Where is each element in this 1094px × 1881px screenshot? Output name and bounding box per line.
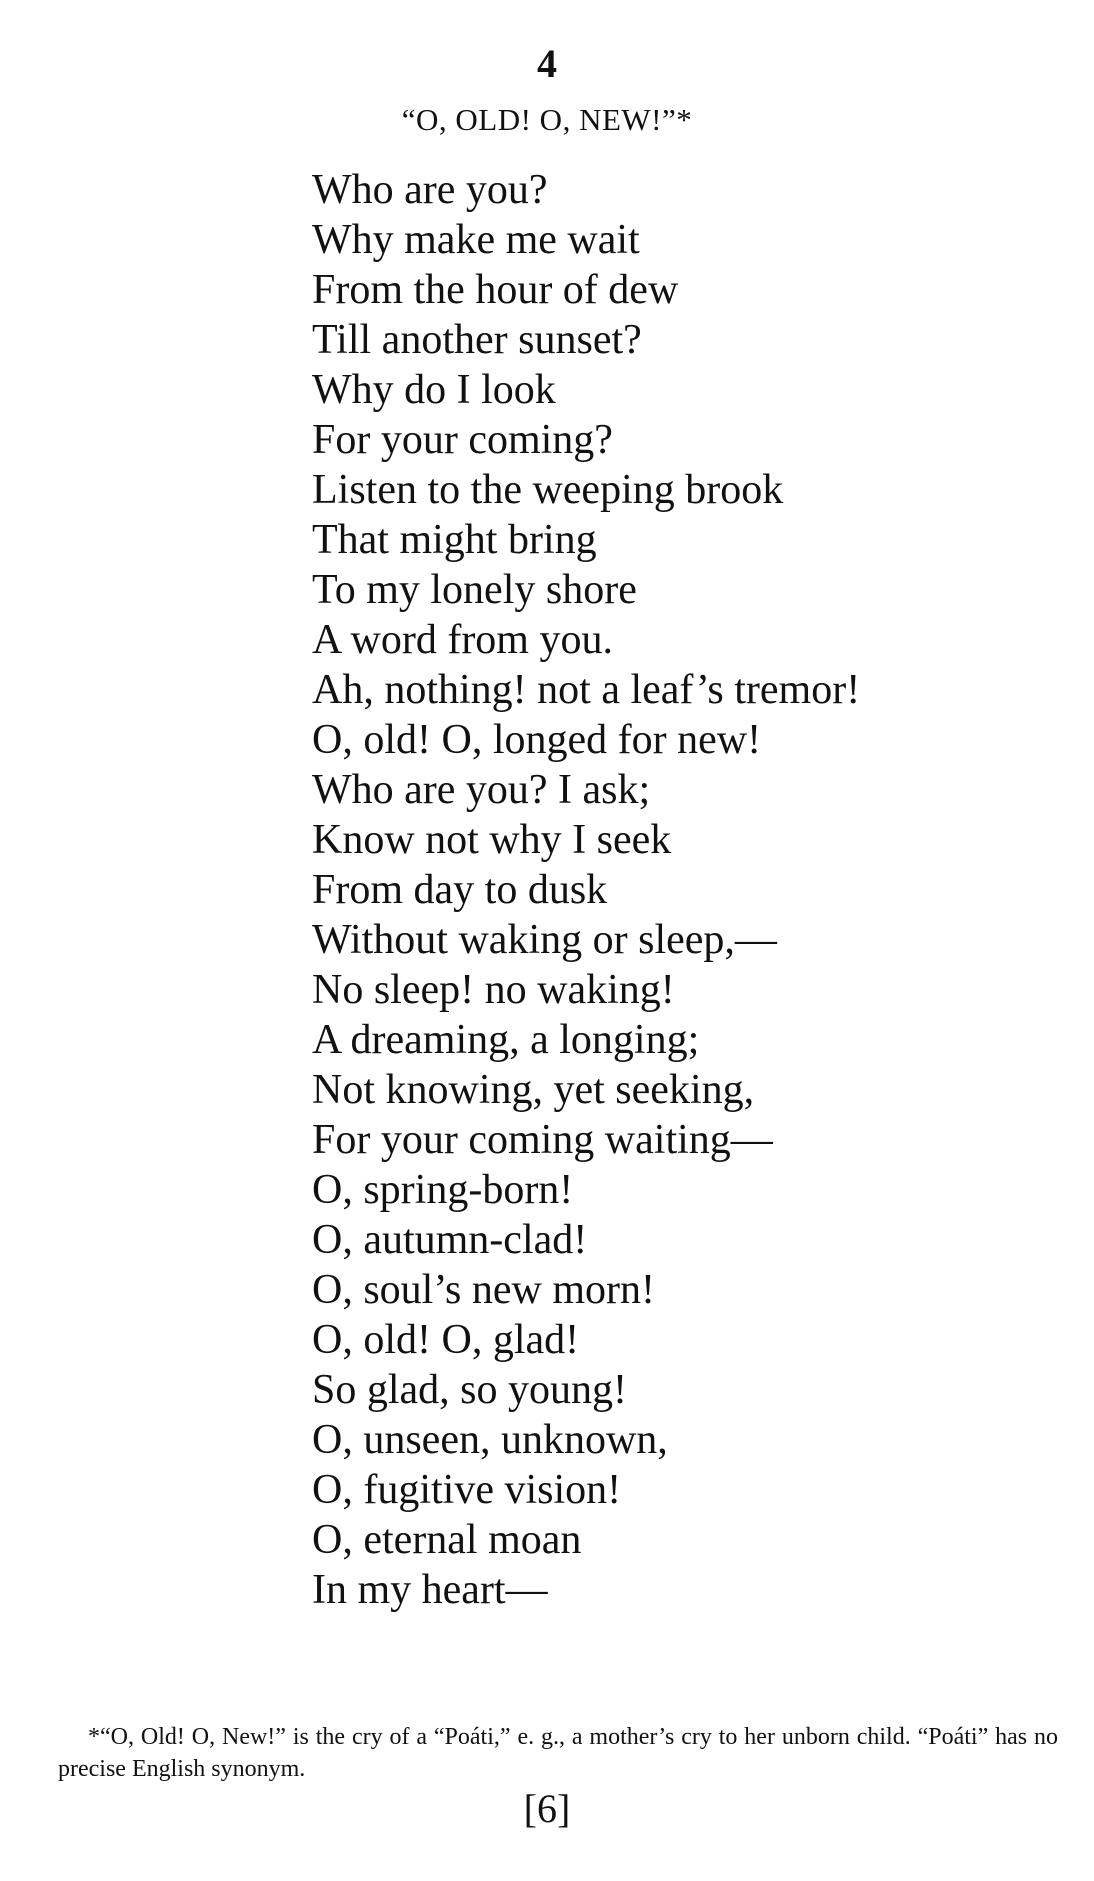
poem-line: To my lonely shore [312, 567, 637, 613]
poem-line: Who are you? I ask; [312, 767, 651, 813]
poem-line: O, eternal moan [312, 1517, 582, 1563]
poem-line: No sleep! no waking! [312, 967, 675, 1013]
poem-line: O, autumn-clad! [312, 1217, 588, 1263]
poem-line: Ah, nothing! not a leaf’s tremor! [312, 667, 861, 713]
poem-line: A word from you. [312, 617, 613, 663]
poem-line: From day to dusk [312, 867, 608, 913]
footnote: *“O, Old! O, New!” is the cry of a “Poáti,” e. g., a mother’s cry to her unborn child. “Poáti” has no precise English synonym. [58, 1724, 1058, 1782]
poem-line: From the hour of dew [312, 267, 679, 313]
poem-line: Who are you? [312, 167, 548, 213]
poem-line: In my heart— [312, 1567, 548, 1613]
poem-line: Till another sunset? [312, 317, 642, 363]
poem-title: “O, OLD! O, NEW!”* [401, 102, 693, 137]
poem-line: Without waking or sleep,— [312, 917, 777, 963]
poem-line: O, spring-born! [312, 1167, 574, 1213]
poem-body [312, 165, 860, 1615]
poem-line: Why make me wait [312, 217, 640, 263]
poem-line: O, old! O, glad! [312, 1317, 580, 1363]
poem-line: For your coming? [312, 417, 613, 463]
poem-number: 4 [537, 41, 557, 86]
poem-line: O, unseen, unknown, [312, 1417, 668, 1463]
poem-line: O, soul’s new morn! [312, 1267, 655, 1313]
poem-line: For your coming waiting— [312, 1117, 773, 1163]
poem-line: A dreaming, a longing; [312, 1017, 700, 1063]
poem-line: Why do I look [312, 367, 556, 413]
poem-line: O, fugitive vision! [312, 1467, 622, 1513]
poem-line: Know not why I seek [312, 817, 672, 863]
poem-line: Not knowing, yet seeking, [312, 1067, 755, 1113]
poem-line: That might bring [312, 517, 597, 563]
poem-line: So glad, so young! [312, 1367, 627, 1413]
poem-line: Listen to the weeping brook [312, 467, 784, 513]
page-number: [6] [523, 1786, 571, 1831]
poem-line: O, old! O, longed for new! [312, 717, 762, 763]
